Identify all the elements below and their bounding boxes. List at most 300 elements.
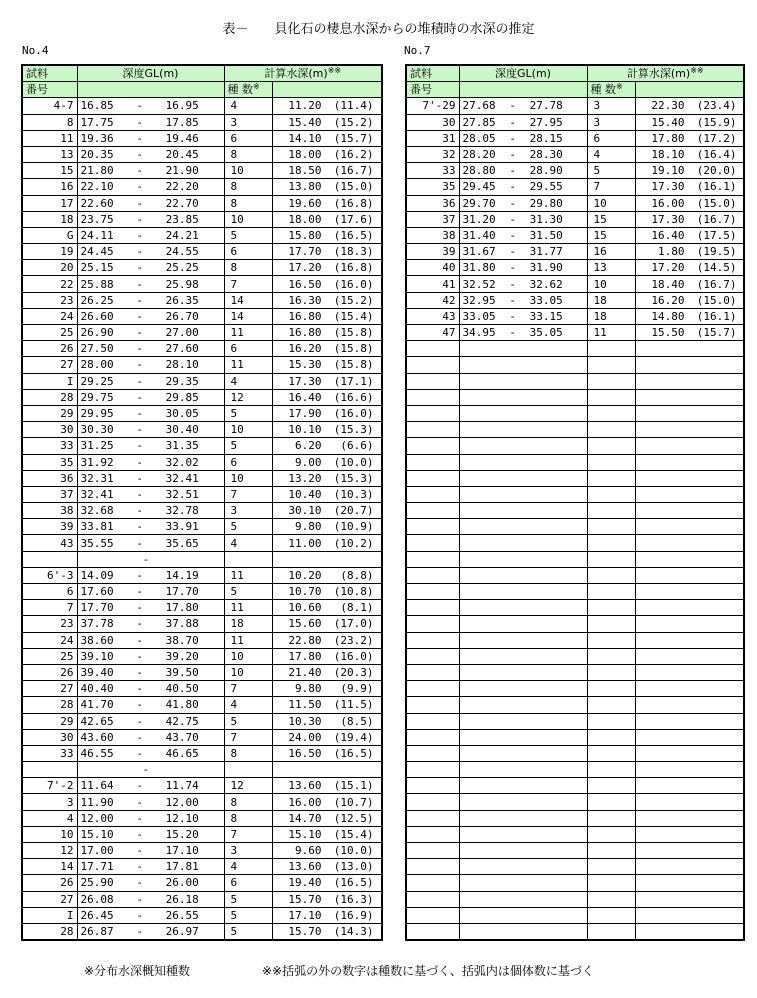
depth-range-cell (77, 648, 224, 664)
species-count-cell: 5 (587, 163, 635, 179)
table-row (22, 875, 382, 891)
depth-from: 46.55 (80, 746, 114, 760)
sample-id-cell: 36 (22, 470, 77, 486)
depth-range-cell (459, 616, 587, 632)
species-count-cell: 4 (224, 859, 272, 875)
sample-id-cell (406, 584, 459, 600)
depth-from: 35.55 (80, 536, 114, 550)
water-depth-cell (635, 826, 744, 842)
header-sample-label: 試料 (406, 65, 459, 82)
water-depth-cell (272, 325, 382, 341)
water-depth-cell (635, 405, 744, 421)
table-row (22, 438, 382, 454)
depth-range-cell (459, 843, 587, 859)
water-depth-cell (272, 438, 382, 454)
sample-id-cell: 26 (22, 341, 77, 357)
depth-range-cell (459, 875, 587, 891)
water-depth-cell (635, 422, 744, 438)
water-depth-individuals: (16.6) (333, 390, 374, 404)
water-depth-individuals: (16.0) (333, 277, 374, 291)
depth-range-cell (77, 163, 224, 179)
depth-range-cell (459, 405, 587, 421)
water-depth-cell (272, 891, 382, 907)
table-row (22, 648, 382, 664)
depth-range-cell (459, 697, 587, 713)
table-row (406, 276, 744, 292)
species-count-cell: 3 (224, 503, 272, 519)
table-row (22, 519, 382, 535)
sample-id-cell: 22 (22, 276, 77, 292)
water-depth-cell (272, 308, 382, 324)
species-count-cell: 18 (224, 616, 272, 632)
water-depth-cell (272, 923, 382, 940)
sample-id-cell: 12 (22, 843, 77, 859)
depth-from: 39.10 (80, 649, 114, 663)
water-depth-cell (272, 762, 382, 778)
table-row (22, 470, 382, 486)
table-row (406, 98, 744, 114)
sample-id-cell (22, 551, 77, 567)
species-count-cell: 5 (224, 907, 272, 923)
sample-id-cell (406, 826, 459, 842)
depth-to: 41.80 (165, 698, 199, 712)
water-depth-species: 16.30 (288, 293, 322, 307)
table-row (22, 616, 382, 632)
water-depth-cell (272, 244, 382, 260)
water-depth-cell (272, 163, 382, 179)
species-count-cell: 11 (224, 567, 272, 583)
species-count-cell: 7 (224, 486, 272, 502)
depth-range-cell (77, 308, 224, 324)
water-depth-individuals: (17.2) (696, 131, 737, 145)
depth-from: 37.78 (80, 617, 114, 631)
depth-to: 42.75 (165, 714, 199, 728)
table-row (22, 632, 382, 648)
water-depth-species: 10.20 (288, 568, 322, 582)
table-no7 (405, 64, 745, 941)
depth-range-cell (459, 681, 587, 697)
water-depth-cell (272, 357, 382, 373)
table-row (22, 405, 382, 421)
water-depth-cell (635, 276, 744, 292)
species-count-cell: 5 (224, 923, 272, 940)
water-depth-individuals: (19.5) (696, 245, 737, 259)
depth-to: 12.10 (165, 811, 199, 825)
depth-to: 23.85 (165, 212, 199, 226)
table-row (406, 875, 744, 891)
species-count-cell: 6 (587, 130, 635, 146)
table-row (406, 859, 744, 875)
depth-to: 11.74 (165, 779, 199, 793)
table-row (22, 146, 382, 162)
water-depth-individuals: (15.0) (333, 180, 374, 194)
table-row (406, 794, 744, 810)
depth-from: 25.15 (80, 261, 114, 275)
depth-range-cell (77, 697, 224, 713)
water-depth-species: 14.80 (651, 309, 685, 323)
depth-from: 21.80 (80, 164, 114, 178)
water-depth-species: 17.30 (651, 212, 685, 226)
depth-range-cell (77, 179, 224, 195)
table-row (406, 454, 744, 470)
water-depth-species: 10.40 (288, 487, 322, 501)
sample-id-cell: 28 (22, 697, 77, 713)
table-row (406, 519, 744, 535)
sample-id-cell (406, 567, 459, 583)
species-count-cell: 6 (224, 341, 272, 357)
water-depth-individuals: (16.5) (333, 876, 374, 890)
water-depth-cell (635, 244, 744, 260)
water-depth-cell (272, 907, 382, 923)
water-depth-individuals: (17.0) (333, 617, 374, 631)
species-count-cell (587, 438, 635, 454)
species-count-cell: 3 (587, 98, 635, 114)
table-row (22, 551, 382, 567)
sample-id-cell (406, 341, 459, 357)
depth-separator: - (136, 326, 143, 340)
sample-id-cell: 35 (22, 454, 77, 470)
water-depth-individuals: (8.8) (340, 568, 374, 582)
depth-from: 11.90 (80, 795, 114, 809)
table-row (22, 826, 382, 842)
water-depth-individuals: (14.3) (333, 925, 374, 939)
table-row (22, 859, 382, 875)
species-count-cell: 10 (224, 211, 272, 227)
water-depth-individuals: (16.5) (333, 228, 374, 242)
depth-from: 17.00 (80, 844, 114, 858)
water-depth-cell (272, 373, 382, 389)
water-depth-cell (272, 405, 382, 421)
sample-id-cell: 39 (406, 244, 459, 260)
depth-from: 33.05 (462, 309, 496, 323)
depth-separator: - (509, 131, 516, 145)
sample-id-cell (406, 616, 459, 632)
depth-separator: - (136, 585, 143, 599)
header-depth-blank (77, 82, 224, 98)
depth-to: 17.85 (165, 115, 199, 129)
table-row (406, 713, 744, 729)
water-depth-species: 16.00 (651, 196, 685, 210)
depth-to: 24.21 (165, 228, 199, 242)
depth-to: 22.20 (165, 180, 199, 194)
sample-id-cell (406, 405, 459, 421)
depth-separator: - (136, 180, 143, 194)
depth-from: 33.81 (80, 520, 114, 534)
water-depth-species: 18.10 (651, 148, 685, 162)
water-depth-species: 10.60 (288, 601, 322, 615)
depth-range-cell (77, 227, 224, 243)
depth-range-cell (459, 584, 587, 600)
table-row (22, 486, 382, 502)
water-depth-species: 13.60 (288, 779, 322, 793)
species-count-cell (587, 632, 635, 648)
water-depth-species: 17.20 (288, 261, 322, 275)
depth-from: 16.85 (80, 99, 114, 113)
depth-range-cell (459, 146, 587, 162)
sample-id-cell: 39 (22, 519, 77, 535)
water-depth-cell (272, 486, 382, 502)
water-depth-individuals: (16.7) (696, 277, 737, 291)
species-count-cell (587, 422, 635, 438)
species-count-cell: 11 (224, 632, 272, 648)
header-sample-label: 試料 (22, 65, 77, 82)
water-depth-individuals: (11.5) (333, 698, 374, 712)
depth-range-cell (77, 664, 224, 680)
depth-separator: - (509, 309, 516, 323)
water-depth-species: 15.70 (288, 925, 322, 939)
water-depth-species: 15.60 (288, 617, 322, 631)
water-depth-species: 18.00 (288, 212, 322, 226)
depth-range-cell (459, 373, 587, 389)
water-depth-individuals: (16.4) (696, 148, 737, 162)
water-depth-cell (272, 616, 382, 632)
depth-separator: - (136, 212, 143, 226)
depth-to: 33.15 (529, 309, 563, 323)
water-depth-cell (635, 357, 744, 373)
depth-from: 22.60 (80, 196, 114, 210)
header-count-label (224, 82, 272, 98)
water-depth-cell (272, 292, 382, 308)
water-depth-individuals: (14.5) (696, 261, 737, 275)
depth-range-cell (77, 923, 224, 940)
depth-from: 22.10 (80, 180, 114, 194)
water-depth-species: 18.40 (651, 277, 685, 291)
table-row (22, 357, 382, 373)
water-depth-cell (272, 843, 382, 859)
depth-range-cell (459, 794, 587, 810)
table-row (406, 843, 744, 859)
table-row (22, 762, 382, 778)
depth-range-cell (459, 907, 587, 923)
water-depth-individuals: (23.2) (333, 633, 374, 647)
sample-id-cell: 33 (406, 163, 459, 179)
table-row (406, 584, 744, 600)
sample-id-cell (406, 778, 459, 794)
table-row (22, 244, 382, 260)
depth-separator: - (136, 228, 143, 242)
water-depth-cell (635, 907, 744, 923)
water-depth-species: 18.50 (288, 164, 322, 178)
depth-separator: - (136, 860, 143, 874)
table-row (406, 907, 744, 923)
depth-from: 17.60 (80, 585, 114, 599)
depth-range-cell (77, 470, 224, 486)
depth-to: 31.77 (529, 245, 563, 259)
depth-separator: - (136, 844, 143, 858)
water-depth-species: 11.00 (288, 536, 322, 550)
table-row (22, 503, 382, 519)
water-depth-individuals: (16.5) (333, 746, 374, 760)
water-depth-species: 16.40 (288, 390, 322, 404)
depth-to: 35.05 (529, 326, 563, 340)
water-depth-species: 13.20 (288, 471, 322, 485)
species-count-cell (587, 584, 635, 600)
depth-to: 32.02 (165, 455, 199, 469)
depth-separator: - (509, 293, 516, 307)
depth-from: 15.10 (80, 827, 114, 841)
water-depth-cell (272, 227, 382, 243)
header-row (22, 65, 382, 82)
species-count-cell (587, 519, 635, 535)
water-depth-individuals: (8.1) (340, 601, 374, 615)
sample-id-cell: 26 (22, 875, 77, 891)
depth-separator: - (136, 568, 143, 582)
species-count-cell: 6 (224, 454, 272, 470)
depth-from: 19.36 (80, 131, 114, 145)
species-count-cell: 10 (224, 422, 272, 438)
depth-to: 31.50 (529, 228, 563, 242)
table-row (22, 325, 382, 341)
water-depth-individuals: (15.8) (333, 326, 374, 340)
water-depth-cell (272, 551, 382, 567)
water-depth-species: 9.60 (295, 844, 322, 858)
species-count-cell: 7 (224, 826, 272, 842)
species-count-cell (224, 762, 272, 778)
water-depth-cell (272, 648, 382, 664)
table-row (22, 745, 382, 761)
water-depth-individuals: (15.8) (333, 342, 374, 356)
sample-id-cell: 33 (22, 745, 77, 761)
table-row (406, 923, 744, 940)
depth-to: 39.50 (165, 666, 199, 680)
depth-from: 32.52 (462, 277, 496, 291)
table-row (406, 195, 744, 211)
sample-id-cell (406, 729, 459, 745)
water-depth-cell (635, 713, 744, 729)
depth-from: 32.68 (80, 504, 114, 518)
water-depth-cell (635, 810, 744, 826)
sample-id-cell: 30 (22, 422, 77, 438)
depth-separator: - (136, 164, 143, 178)
table-row (22, 227, 382, 243)
species-count-cell: 4 (224, 535, 272, 551)
sample-id-cell: 36 (406, 195, 459, 211)
depth-to: 26.18 (165, 892, 199, 906)
species-count-cell (587, 470, 635, 486)
water-depth-cell (272, 810, 382, 826)
depth-range-cell (459, 163, 587, 179)
sample-id-cell: 27 (22, 891, 77, 907)
depth-range-cell (77, 325, 224, 341)
water-depth-cell (272, 114, 382, 130)
water-depth-individuals: (20.3) (333, 666, 374, 680)
water-depth-individuals: (10.0) (333, 844, 374, 858)
water-depth-species: 17.90 (288, 407, 322, 421)
depth-range-cell (459, 551, 587, 567)
table-row (406, 422, 744, 438)
species-count-cell: 10 (224, 648, 272, 664)
water-depth-cell (272, 503, 382, 519)
species-count-cell: 5 (224, 405, 272, 421)
depth-from: 27.85 (462, 115, 496, 129)
water-depth-individuals: (15.9) (696, 115, 737, 129)
depth-range-cell (77, 551, 224, 567)
sample-id-cell (406, 762, 459, 778)
species-count-cell (587, 826, 635, 842)
water-depth-cell (272, 98, 382, 114)
depth-range-cell (77, 373, 224, 389)
depth-to: 43.70 (165, 730, 199, 744)
sample-id-cell: 14 (22, 859, 77, 875)
depth-separator: - (509, 212, 516, 226)
depth-separator: - (136, 795, 143, 809)
water-depth-individuals: (15.2) (333, 293, 374, 307)
table-row (406, 664, 744, 680)
depth-range-cell (459, 729, 587, 745)
water-depth-individuals: (15.8) (333, 358, 374, 372)
depth-range-cell (459, 179, 587, 195)
depth-separator: - (136, 309, 143, 323)
water-depth-species: 24.00 (288, 730, 322, 744)
sample-id-cell: 30 (22, 729, 77, 745)
depth-range-cell (459, 762, 587, 778)
depth-range-cell (77, 567, 224, 583)
depth-to: 28.10 (165, 358, 199, 372)
depth-from: 29.25 (80, 374, 114, 388)
depth-separator: - (136, 908, 143, 922)
table-row (22, 778, 382, 794)
depth-range-cell (77, 146, 224, 162)
water-depth-species: 30.10 (288, 504, 322, 518)
species-count-cell (587, 810, 635, 826)
table-row (22, 454, 382, 470)
sample-id-cell (406, 389, 459, 405)
sample-id-cell: 43 (22, 535, 77, 551)
depth-separator: - (136, 892, 143, 906)
depth-from: 27.68 (462, 99, 496, 113)
depth-range-cell (77, 859, 224, 875)
sample-id-cell: 24 (22, 308, 77, 324)
water-depth-cell (272, 778, 382, 794)
water-depth-species: 15.40 (288, 115, 322, 129)
sample-id-cell (406, 923, 459, 940)
depth-from: 27.50 (80, 342, 114, 356)
sample-id-cell: 6 (22, 584, 77, 600)
depth-separator: - (136, 245, 143, 259)
table-row (406, 697, 744, 713)
depth-range-cell (77, 244, 224, 260)
species-count-cell (587, 664, 635, 680)
water-depth-cell (272, 875, 382, 891)
water-depth-species: 14.70 (288, 811, 322, 825)
water-depth-cell (635, 503, 744, 519)
header-depth-label: 深度GL(m) (77, 65, 224, 82)
table-row (406, 438, 744, 454)
sample-id-cell (406, 648, 459, 664)
depth-from: 28.00 (80, 358, 114, 372)
water-depth-individuals: (12.5) (333, 811, 374, 825)
species-count-cell: 10 (224, 163, 272, 179)
water-depth-individuals: (6.6) (340, 439, 374, 453)
sample-id-cell: 20 (22, 260, 77, 276)
depth-range-cell (459, 826, 587, 842)
depth-range-cell (459, 276, 587, 292)
table-row (406, 762, 744, 778)
header-row (22, 82, 382, 98)
water-depth-individuals: (15.3) (333, 423, 374, 437)
depth-separator: - (136, 633, 143, 647)
water-depth-species: 17.80 (288, 649, 322, 663)
depth-to: 26.70 (165, 309, 199, 323)
sample-id-cell: 38 (22, 503, 77, 519)
depth-range-cell (77, 826, 224, 842)
species-count-cell: 10 (224, 664, 272, 680)
species-count-cell: 18 (587, 292, 635, 308)
sample-id-cell: 6'-3 (22, 567, 77, 583)
table-row (406, 211, 744, 227)
water-depth-individuals: (15.4) (333, 827, 374, 841)
water-depth-species: 15.30 (288, 358, 322, 372)
